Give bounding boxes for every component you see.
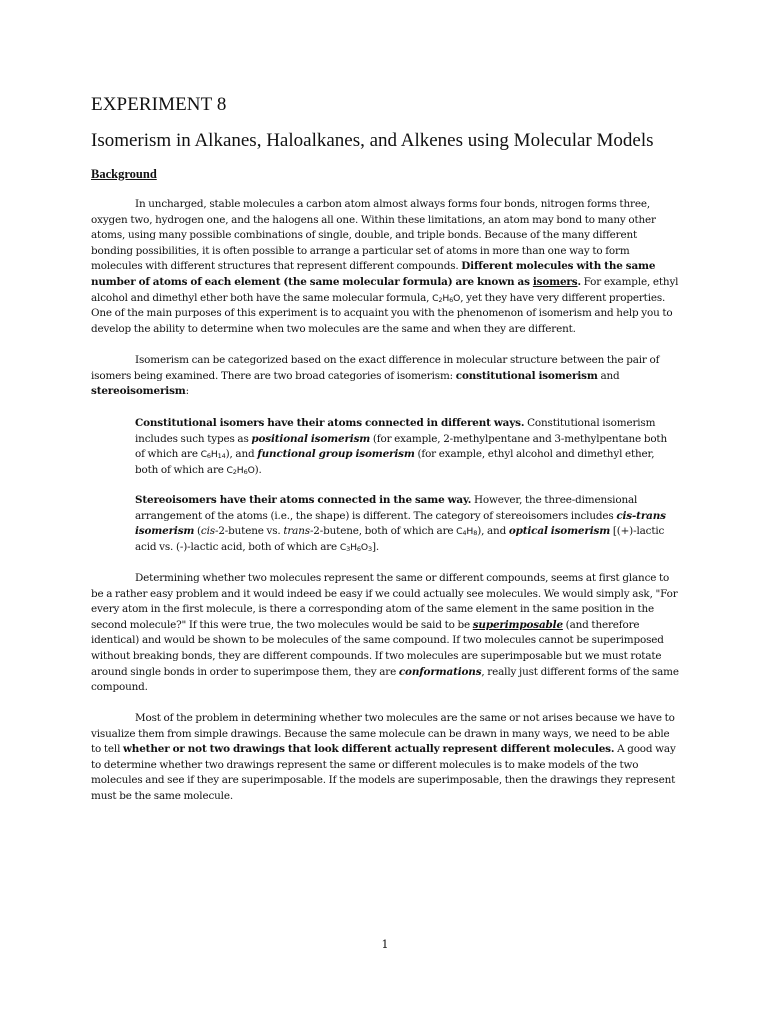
experiment-subtitle: Isomerism in Alkanes, Haloalkanes, and Alkenes using Molecular Models	[91, 130, 654, 151]
section-heading-background: Background	[91, 167, 157, 181]
paragraph-intro: In uncharged, stable molecules a carbon atom almost always forms four bonds, nitrogen forms three, oxygen two, hydrogen one, and the halogens all one. Within these limitations, an atom may bond to many other atoms, using many possible combinations of single, double, and triple bonds. Because of the many different bonding possibilities, it is often possible to arrange a particular set of atoms in more than one way to form molecules with different structures that represent different compounds. Different molecules with the same number of atoms of each element (the same molecular formula) are known as isomers. For example, ethyl alcohol and dimethyl ether both have the same molecular formula, $C_2H_6O$, yet they have very different properties. One of the main purposes of this experiment is to acquaint you with the phenomenon of isomerism and help you to develop the ability to determine when two molecules are the same and when they are different.	[91, 198, 679, 335]
term-positional-isomerism: positional isomerism	[251, 432, 371, 445]
term-constitutional-isomerism: constitutional isomerism	[455, 369, 598, 382]
term-conformations: conformations	[398, 665, 482, 678]
term-stereoisomerism: stereoisomerism	[91, 385, 186, 398]
term-cis-trans-isomerism: cis-trans isomerism	[135, 509, 666, 538]
paragraph-categories: Isomerism can be categorized based on the exact difference in molecular structure between the pair of isomers being examined. There are two broad categories of isomerism: constitutional isomerism and stereoisomerism:	[91, 354, 660, 398]
formula-c3h6o3: $C_3H_6O_3$	[339, 541, 372, 553]
experiment-title: EXPERIMENT 8	[91, 94, 227, 115]
term-functional-group-isomerism: functional group isomerism	[257, 448, 415, 461]
paragraph-constitutional-isomers: Constitutional isomers have their atoms connected in different ways. Constitutional isomerism includes such types as positional isomerism (for example, 2-methylpentane and 3-methylpentane both of which are $C_6H_{14}$), and functional group isomerism (for example, ethyl alcohol and dimethyl ether, both of which are $C_2H_6O$).	[135, 417, 667, 476]
paragraph-models: Most of the problem in determining whether two molecules are the same or not arises because we have to visualize them from simple drawings. Because the same molecule can be drawn in many ways, we need to be able to tell whether or not two drawings that look different actually represent different molecules. A good way to determine whether two drawings represent the same or different molecules is to make models of the two molecules and see if they are superimposable. If the models are superimposable, then the drawings they represent must be the same molecule.	[91, 712, 676, 802]
term-optical-isomerism: optical isomerism	[508, 525, 611, 538]
formula-c2h6o-2: $C_2H_6O$	[226, 464, 255, 476]
isomers-term: isomers	[532, 275, 578, 288]
page-number: 1	[381, 938, 389, 951]
formula-c2h6o: $C_2H_6O$	[432, 292, 461, 304]
formula-c6h14: $C_6H_{14}$	[200, 449, 226, 461]
paragraph-superimposable: Determining whether two molecules represent the same or different compounds, seems at first glance to be a rather easy problem and it would indeed be easy if we could actually see molecules. We would simply ask, "For every atom in the first molecule, is there a corresponding atom of the same element in the same position in the second molecule?" If this were true, the two molecules would be said to be superimposable (and therefore identical) and would be shown to be molecules of the same compound. If two molecules cannot be superimposed without breaking bonds, they are different compounds. If two molecules are superimposable but we must rotate around single bonds in order to superimpose them, they are conformations, really just different forms of the same compound.	[91, 572, 679, 694]
formula-c4h8: $C_4H_8$	[456, 526, 478, 538]
term-superimposable: superimposable	[472, 618, 563, 631]
paragraph-stereoisomers: Stereoisomers have their atoms connected in the same way. However, the three-dimensional arrangement of the atoms (i.e., the shape) is different. The category of stereoisomers includes cis-trans isomerism (cis-2-butene vs. trans-2-butene, both of which are $C_4H_8$), and optical isomerism [(+)-lactic acid vs. (-)-lactic acid, both of which are $C_3H_6O_3$].	[135, 494, 666, 553]
